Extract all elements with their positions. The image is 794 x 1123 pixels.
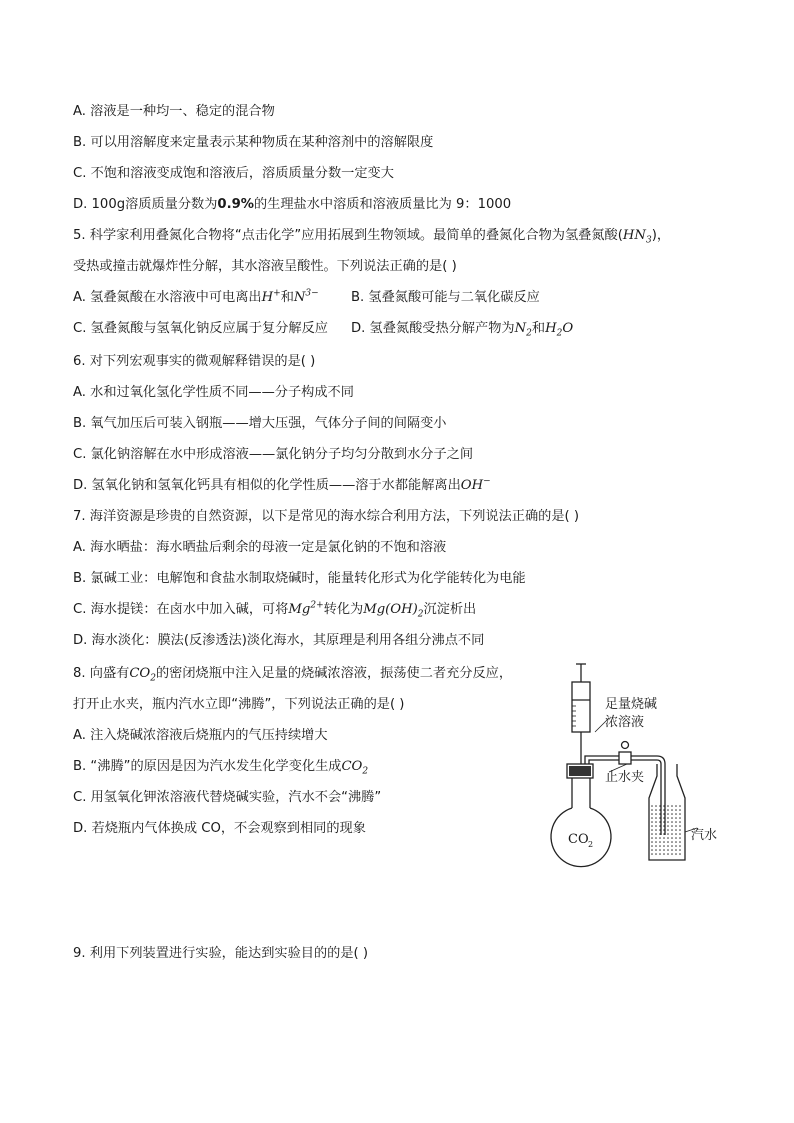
liquid-dot <box>655 829 657 831</box>
formula: HN <box>622 228 646 243</box>
formula: OH <box>460 478 484 493</box>
liquid-dot <box>671 817 673 819</box>
liquid-dot <box>651 809 653 811</box>
apparatus-figure <box>545 660 785 870</box>
liquid-dot <box>655 841 657 843</box>
liquid-dot <box>675 833 677 835</box>
text: 8. 向盛有 <box>73 666 130 681</box>
liquid-dot <box>671 805 673 807</box>
liquid-dot <box>675 805 677 807</box>
rubber-stopper-band <box>569 766 591 776</box>
liquid-dot <box>667 853 669 855</box>
liquid-dot <box>663 813 665 815</box>
q5-option-b: B. 氢叠氮酸可能与二氧化碳反应 <box>351 290 540 305</box>
liquid-dot <box>679 845 681 847</box>
liquid-dot <box>651 829 653 831</box>
q7-stem: 7. 海洋资源是珍贵的自然资源，以下是常见的海水综合利用方法，下列说法正确的是( ) <box>73 509 580 524</box>
liquid-dot <box>663 849 665 851</box>
q8-stem-line1 <box>73 665 512 683</box>
liquid-dot <box>659 849 661 851</box>
liquid-dot <box>663 837 665 839</box>
liquid-dot <box>659 817 661 819</box>
q8-option-c: C. 用氢氧化钾浓溶液代替烧碱实验，汽水不会“沸腾” <box>73 790 382 805</box>
liquid-dot <box>655 833 657 835</box>
label-flask-gas: CO <box>568 832 589 847</box>
formula: N <box>514 321 527 336</box>
subscript: 2 <box>556 328 563 339</box>
q4-option-c: C. 不饱和溶液变成饱和溶液后，溶质质量分数一定变大 <box>73 166 394 181</box>
liquid-dot <box>671 813 673 815</box>
liquid-dot <box>667 817 669 819</box>
liquid-dot <box>667 849 669 851</box>
liquid-dot <box>679 833 681 835</box>
liquid-dot <box>659 853 661 855</box>
liquid-dot <box>675 821 677 823</box>
clamp-knob <box>622 742 629 749</box>
liquid-dot <box>659 845 661 847</box>
text: 转化为 <box>323 602 364 617</box>
liquid-dot <box>667 841 669 843</box>
liquid-dot <box>659 809 661 811</box>
liquid-dot <box>671 821 673 823</box>
subscript: 2 <box>526 328 532 339</box>
q6-stem: 6. 对下列宏观事实的微观解释错误的是( ) <box>73 354 316 369</box>
liquid-dot <box>679 809 681 811</box>
liquid-dot <box>659 841 661 843</box>
superscript: 3− <box>305 288 319 299</box>
superscript: 2+ <box>310 600 324 611</box>
formula: Mg <box>288 602 311 617</box>
q8-option-d: D. 若烧瓶内气体换成 CO，不会观察到相同的现象 <box>73 821 366 836</box>
text-bold: 0.9% <box>217 197 254 212</box>
q5-option-c: C. 氢叠氮酸与氢氧化钠反应属于复分解反应 <box>73 321 328 336</box>
liquid-dot <box>679 829 681 831</box>
text: 的密闭烧瓶中注入足量的烧碱浓溶液，振荡使二者充分反应， <box>155 666 513 681</box>
text: C. 海水提镁：在卤水中加入碱，可将 <box>73 602 289 617</box>
liquid-dot <box>671 853 673 855</box>
liquid-dot <box>659 825 661 827</box>
liquid-dot <box>655 809 657 811</box>
liquid-dot <box>675 817 677 819</box>
liquid-dot <box>671 809 673 811</box>
liquid-dot <box>675 837 677 839</box>
text: B. “沸腾”的原因是因为汽水发生化学变化生成 <box>73 759 342 774</box>
q8-option-a: A. 注入烧碱浓溶液后烧瓶内的气压持续增大 <box>73 728 328 743</box>
text: A. 氢叠氮酸在水溶液中可电离出 <box>73 290 262 305</box>
liquid-dot <box>651 821 653 823</box>
formula: H <box>545 321 557 336</box>
q7-option-b: B. 氯碱工业：电解饱和食盐水制取烧碱时，能量转化形式为化学能转化为电能 <box>73 571 526 586</box>
liquid-dot <box>675 841 677 843</box>
q8-option-b <box>73 758 368 776</box>
liquid-dot <box>679 805 681 807</box>
liquid-dot <box>655 821 657 823</box>
formula: H <box>261 290 274 305</box>
liquid-dot <box>671 845 673 847</box>
liquid-dot <box>651 849 653 851</box>
formula: CO <box>341 759 363 774</box>
liquid-dot <box>667 837 669 839</box>
soda-liquid <box>651 805 681 855</box>
liquid-dot <box>659 821 661 823</box>
liquid-dot <box>675 813 677 815</box>
liquid-dot <box>675 809 677 811</box>
liquid-dot <box>655 817 657 819</box>
liquid-dot <box>651 833 653 835</box>
liquid-dot <box>667 833 669 835</box>
text: D. 氢叠氮酸受热分解产物为 <box>351 321 515 336</box>
q5-stem-line2: 受热或撞击就爆炸性分解，其水溶液呈酸性。下列说法正确的是( ) <box>73 259 457 274</box>
liquid-dot <box>651 853 653 855</box>
q6-option-d <box>73 477 491 495</box>
liquid-dot <box>663 841 665 843</box>
label-naoh-line2: 浓溶液 <box>605 715 645 730</box>
q6-option-c: C. 氯化钠溶解在水中形成溶液——氯化钠分子均匀分散到水分子之间 <box>73 447 474 462</box>
liquid-dot <box>663 825 665 827</box>
formula: O <box>562 321 574 336</box>
text: 和 <box>531 321 546 336</box>
text: )， <box>651 228 671 243</box>
q6-option-a: A. 水和过氧化氢化学性质不同——分子构成不同 <box>73 385 354 400</box>
formula: N <box>293 290 306 305</box>
liquid-dot <box>655 849 657 851</box>
liquid-dot <box>667 805 669 807</box>
q7-option-d: D. 海水淡化：膜法(反渗透法)淡化海水，其原理是利用各组分沸点不同 <box>73 633 485 648</box>
liquid-dot <box>659 813 661 815</box>
liquid-dot <box>663 829 665 831</box>
text: D. 氢氧化钠和氢氧化钙具有相似的化学性质——溶于水都能解离出 <box>73 478 461 493</box>
liquid-dot <box>655 825 657 827</box>
q9-stem: 9. 利用下列装置进行实验，能达到实验目的的是( ) <box>73 946 369 961</box>
liquid-dot <box>651 805 653 807</box>
liquid-dot <box>667 845 669 847</box>
liquid-dot <box>679 821 681 823</box>
liquid-dot <box>651 825 653 827</box>
label-naoh-line1: 足量烧碱 <box>605 697 658 712</box>
liquid-dot <box>671 841 673 843</box>
liquid-dot <box>671 825 673 827</box>
syringe-barrel <box>572 682 590 732</box>
label-soda: 汽水 <box>691 828 718 843</box>
subscript: 2 <box>150 673 156 684</box>
text: D. 100g溶质质量分数为 <box>73 197 218 212</box>
subscript: 3 <box>645 235 652 246</box>
liquid-dot <box>679 837 681 839</box>
label-clamp: 止水夹 <box>605 770 645 785</box>
liquid-dot <box>675 825 677 827</box>
liquid-dot <box>675 845 677 847</box>
text: 沉淀析出 <box>423 602 477 617</box>
q4-option-d <box>73 196 511 214</box>
liquid-dot <box>679 825 681 827</box>
liquid-dot <box>679 849 681 851</box>
liquid-dot <box>655 837 657 839</box>
liquid-dot <box>651 841 653 843</box>
liquid-dot <box>679 841 681 843</box>
liquid-dot <box>675 853 677 855</box>
liquid-dot <box>655 813 657 815</box>
liquid-dot <box>663 821 665 823</box>
liquid-dot <box>667 821 669 823</box>
liquid-dot <box>663 845 665 847</box>
liquid-dot <box>651 845 653 847</box>
liquid-dot <box>675 829 677 831</box>
clamp-body <box>619 752 631 764</box>
liquid-dot <box>663 805 665 807</box>
liquid-dot <box>651 817 653 819</box>
q6-option-b: B. 氧气加压后可装入钢瓶——增大压强，气体分子间的间隔变小 <box>73 416 447 431</box>
liquid-dot <box>663 809 665 811</box>
liquid-dot <box>679 817 681 819</box>
liquid-dot <box>671 837 673 839</box>
formula: Mg(OH) <box>363 602 418 617</box>
liquid-dot <box>679 813 681 815</box>
liquid-dot <box>679 853 681 855</box>
liquid-dot <box>659 837 661 839</box>
text: 5. 科学家利用叠氮化合物将“点击化学”应用拓展到生物领域。最简单的叠氮化合物为氢叠氮酸( <box>73 228 623 243</box>
liquid-dot <box>659 805 661 807</box>
liquid-dot <box>655 853 657 855</box>
liquid-dot <box>671 849 673 851</box>
liquid-dot <box>671 829 673 831</box>
liquid-dot <box>651 813 653 815</box>
q5-option-d <box>351 320 573 338</box>
superscript: + <box>273 288 281 299</box>
liquid-dot <box>667 809 669 811</box>
formula: CO <box>129 666 151 681</box>
liquid-dot <box>659 829 661 831</box>
liquid-dot <box>667 825 669 827</box>
superscript: − <box>483 476 491 487</box>
liquid-dot <box>651 837 653 839</box>
liquid-dot <box>667 829 669 831</box>
liquid-dot <box>671 833 673 835</box>
q7-option-a: A. 海水晒盐：海水晒盐后剩余的母液一定是氯化钠的不饱和溶液 <box>73 540 447 555</box>
liquid-dot <box>659 833 661 835</box>
q5-stem-line1 <box>73 227 670 245</box>
liquid-dot <box>663 833 665 835</box>
liquid-dot <box>655 845 657 847</box>
liquid-dot <box>663 853 665 855</box>
liquid-dot <box>655 805 657 807</box>
subscript: 2 <box>417 609 424 620</box>
q8-stem-line2: 打开止水夹，瓶内汽水立即“沸腾”，下列说法正确的是( ) <box>73 697 405 712</box>
q4-option-b: B. 可以用溶解度来定量表示某种物质在某种溶剂中的溶解限度 <box>73 135 434 150</box>
text: 和 <box>280 290 294 305</box>
liquid-dot <box>663 817 665 819</box>
subscript: 2 <box>362 766 369 777</box>
text: 的生理盐水中溶质和溶液质量比为 9：1000 <box>253 197 512 212</box>
q4-option-a: A. 溶液是一种均一、稳定的混合物 <box>73 104 275 119</box>
q5-option-a <box>73 289 319 307</box>
liquid-dot <box>675 849 677 851</box>
label-flask-gas-sub: 2 <box>588 840 594 849</box>
liquid-dot <box>667 813 669 815</box>
q7-option-c <box>73 601 476 619</box>
